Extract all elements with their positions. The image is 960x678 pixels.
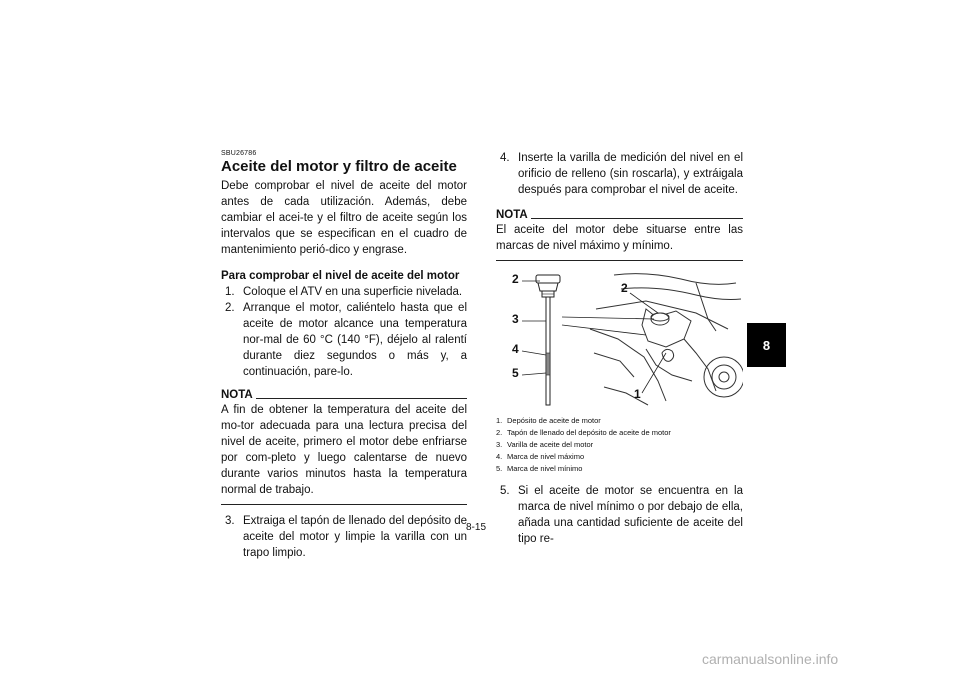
watermark: carmanualsonline.info xyxy=(702,651,839,667)
step-item: 4. Inserte la varilla de medición del nivel en el orificio de relleno (sin roscarla), y extráigala después para comprobar el nivel de aceite. xyxy=(500,152,743,196)
engine-sketch xyxy=(590,274,743,405)
dipstick-illustration xyxy=(536,275,560,405)
engine-oil-illustration xyxy=(496,269,743,409)
caption-item: 2. Tapón de llenado del depósito de aceite de motor xyxy=(496,428,671,437)
callout-4: 4 xyxy=(512,342,519,356)
callout-2-engine: 2 xyxy=(621,281,628,295)
callout-1: 1 xyxy=(634,387,641,401)
steps-list xyxy=(221,284,467,380)
section-code: SBU26786 xyxy=(221,150,257,157)
caption-item: 3. Varilla de aceite del motor xyxy=(496,440,594,449)
procedure-subheading: Para comprobar el nivel de aceite del motor xyxy=(221,270,460,282)
left-column xyxy=(221,150,467,561)
note-heading: NOTA xyxy=(496,208,743,222)
note-block xyxy=(496,208,743,261)
step-item: 3. Extraiga el tapón de llenado del depósito de aceite del motor y limpie la varilla con un trapo limpio. xyxy=(225,515,467,559)
note-end-rule xyxy=(496,260,743,261)
steps-list xyxy=(496,150,743,198)
note-text: A fin de obtener la temperatura del aceite del mo-tor adecuada para una lectura precisa del nivel de aceite, primero el motor debe enfriarse por com-pleto y luego calentarse de nuevo durante varios minutos hasta la temperatura normal de trabajo. xyxy=(221,404,467,496)
step-item: 1. Coloque el ATV en una superficie nivelada. xyxy=(225,286,463,298)
note-text: El aceite del motor debe situarse entre las marcas de nivel máximo y mínimo. xyxy=(496,224,743,252)
callout-2: 2 xyxy=(512,272,519,286)
engine-oil-figure xyxy=(496,269,743,409)
intro-paragraph: Debe comprobar el nivel de aceite del motor antes de cada utilización. Además, debe cambiar el acei-te y el filtro de aceite según los intervalos que se especifican en el cuadro de mantenimiento perió-dico y engrase. xyxy=(221,180,467,256)
steps-list-continued xyxy=(496,483,743,547)
callout-3: 3 xyxy=(512,312,519,326)
note-block xyxy=(221,388,467,505)
note-heading: NOTA xyxy=(221,388,467,402)
note-end-rule xyxy=(221,504,467,505)
step-item: 2. Arranque el motor, caliéntelo hasta que el aceite de motor alcance una temperatura nor-mal de 60 °C (140 °F), déjelo al ralentí durante diez segundos o más y, a continuación, pare-lo. xyxy=(225,302,467,378)
note-rule xyxy=(256,398,467,399)
page-number: 8-15 xyxy=(466,522,487,533)
step-item: 5. Si el aceite de motor se encuentra en la marca de nivel mínimo o por debajo de ella, añada una cantidad suficiente de aceite del tipo re- xyxy=(500,485,743,545)
chapter-tab: 8 xyxy=(747,323,786,367)
figure-captions xyxy=(496,415,743,475)
caption-item: 5. Marca de nivel mínimo xyxy=(496,464,583,473)
right-column xyxy=(496,150,743,547)
caption-item: 4. Marca de nivel máximo xyxy=(496,452,585,461)
section-title: Aceite del motor y filtro de aceite xyxy=(221,158,457,175)
caption-item: 1. Depósito de aceite de motor xyxy=(496,416,601,425)
note-rule xyxy=(531,218,743,219)
steps-list-continued xyxy=(221,513,467,561)
callout-5: 5 xyxy=(512,366,519,380)
